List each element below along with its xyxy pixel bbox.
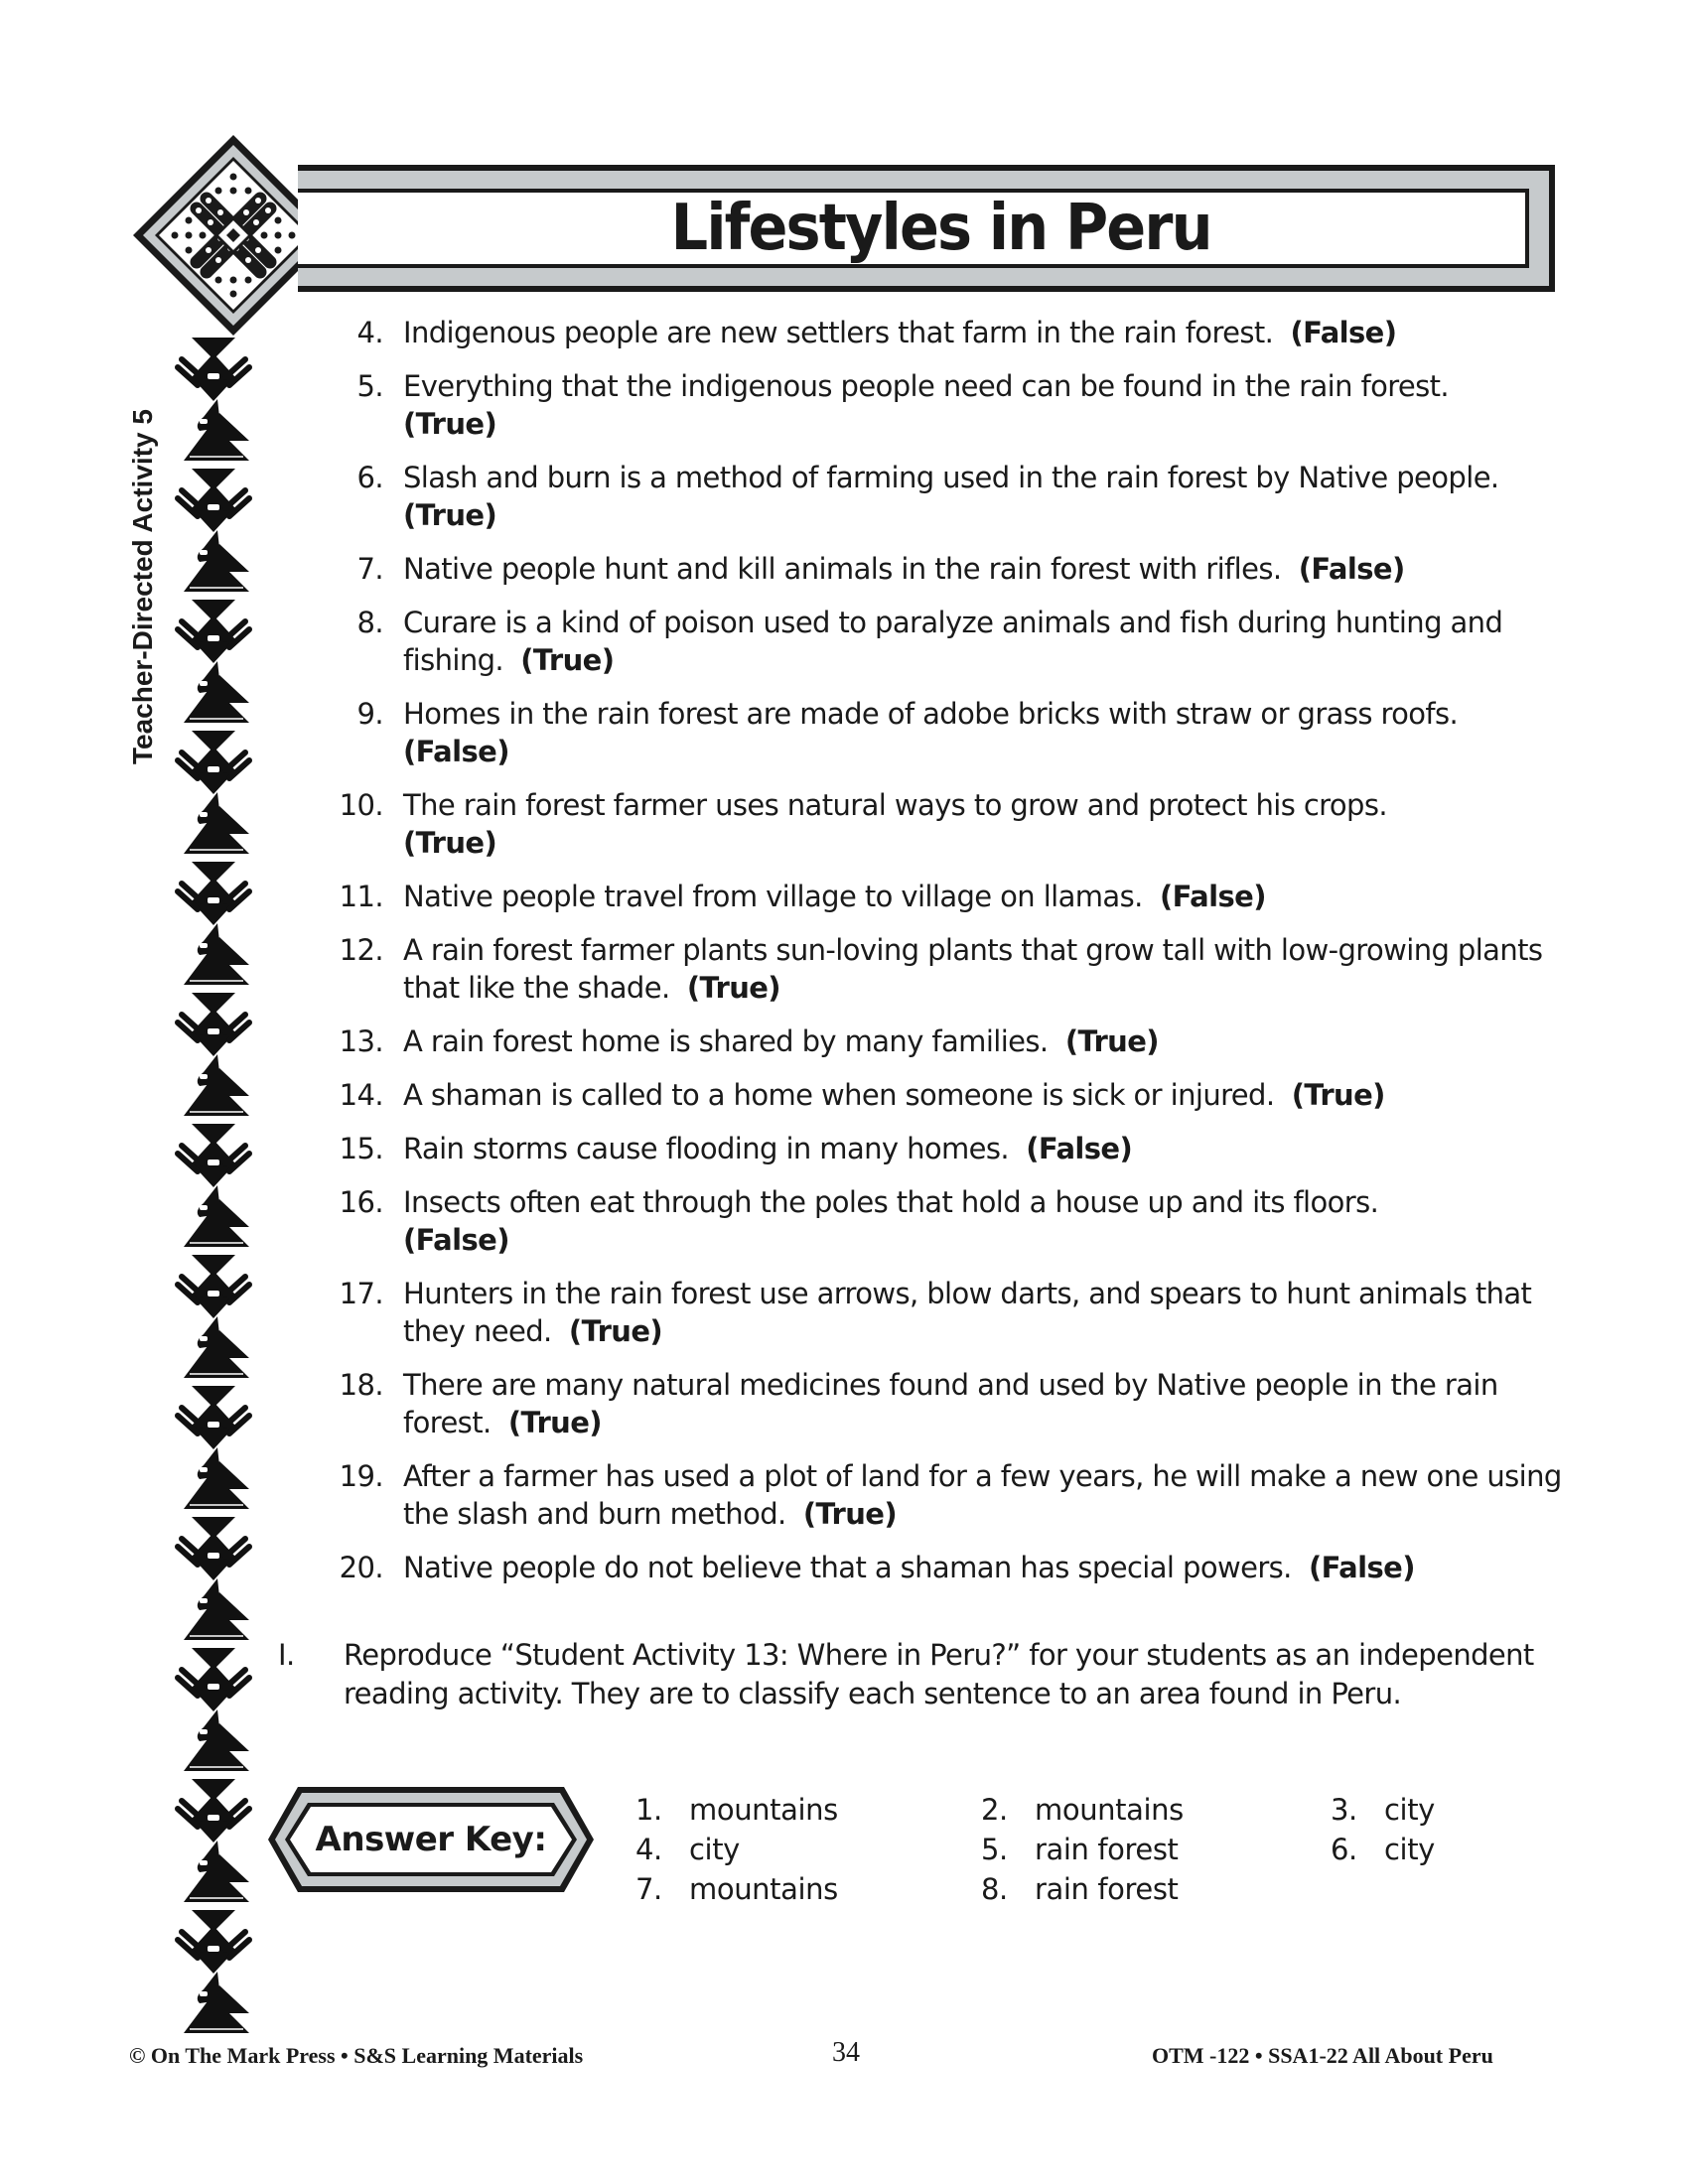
entry-value: mountains (689, 1872, 838, 1906)
item-number: 13. (339, 1024, 383, 1058)
entry-value: rain forest (1035, 1872, 1179, 1906)
item-number: 14. (339, 1078, 383, 1112)
footer-product-code: OTM -122 • SSA1-22 All About Peru (1152, 2043, 1493, 2068)
list-item (318, 878, 1569, 915)
item-answer: (True) (403, 498, 497, 532)
item-answer: (True) (403, 826, 497, 860)
item-number: 15. (339, 1132, 383, 1165)
answer-key-entry (635, 1791, 981, 1829)
item-text: A rain forest farmer plants sun-loving plants that grow tall with low-growing plants that like the shade. (403, 933, 1543, 1005)
item-answer: (False) (403, 735, 509, 768)
item-number: 12. (339, 933, 383, 967)
item-text: Everything that the indigenous people need can be found in the rain forest. (403, 369, 1450, 403)
title-banner (298, 165, 1555, 292)
item-text: Rain storms cause flooding in many homes. (403, 1132, 1010, 1165)
item-answer: (True) (686, 971, 780, 1005)
list-item (318, 695, 1569, 770)
list-item (318, 931, 1569, 1007)
item-text: A rain forest home is shared by many families. (403, 1024, 1049, 1058)
answer-key-grid (635, 1791, 1529, 1908)
list-item (318, 786, 1569, 862)
task-label: I. (278, 1638, 295, 1672)
entry-value: city (689, 1833, 740, 1866)
entry-value: city (1384, 1833, 1435, 1866)
item-number: 19. (339, 1459, 383, 1493)
answer-key-badge (268, 1787, 594, 1892)
item-answer: (False) (1026, 1132, 1133, 1165)
item-answer: (False) (1290, 316, 1397, 349)
item-number: 7. (356, 552, 383, 586)
list-item (318, 1076, 1569, 1114)
answer-key-label: Answer Key: (315, 1820, 547, 1859)
item-answer: (True) (802, 1497, 898, 1531)
answer-key-entry (635, 1870, 981, 1908)
item-text: Insects often eat through the poles that hold a house up and its floors. (403, 1185, 1379, 1219)
list-item (318, 604, 1569, 679)
list-item (318, 1549, 1569, 1586)
list-item (318, 1183, 1569, 1259)
answer-key-entry (981, 1870, 1331, 1908)
entry-number: 8. (981, 1872, 1008, 1906)
item-text: Native people do not believe that a shaman has special powers. (403, 1551, 1292, 1584)
entry-number: 1. (635, 1793, 662, 1827)
item-answer: (False) (1298, 552, 1405, 586)
activity-side-label: Teacher-Directed Activity 5 (127, 409, 158, 764)
item-text: The rain forest farmer uses natural ways to grow and protect his crops. (403, 788, 1387, 822)
entry-value: mountains (689, 1793, 838, 1827)
answer-key-entry (1331, 1791, 1529, 1829)
item-text: Native people hunt and kill animals in the rain forest with rifles. (403, 552, 1282, 586)
item-answer: (True) (1291, 1078, 1385, 1112)
item-text: Homes in the rain forest are made of adobe bricks with straw or grass roofs. (403, 697, 1459, 731)
entry-number: 7. (635, 1872, 662, 1906)
true-false-answer-list (318, 314, 1569, 1602)
list-item (318, 1023, 1569, 1060)
entry-number: 2. (981, 1793, 1008, 1827)
list-item (318, 1457, 1569, 1533)
item-number: 8. (356, 606, 383, 639)
task-text: Reproduce “Student Activity 13: Where in Peru?” for your students as an independent reading activity. They are to classify each sentence to an area found in Peru. (344, 1638, 1534, 1710)
answer-key-entry (981, 1791, 1331, 1829)
answer-key-entry (981, 1831, 1331, 1868)
item-number: 4. (356, 316, 383, 349)
list-item (318, 550, 1569, 588)
list-item (318, 1130, 1569, 1167)
item-text: After a farmer has used a plot of land for a few years, he will make a new one using the slash and burn method. (403, 1459, 1562, 1531)
answer-key-entry (1331, 1831, 1529, 1868)
item-number: 17. (339, 1277, 383, 1310)
item-text: A shaman is called to a home when someone is sick or injured. (403, 1078, 1275, 1112)
item-text: Indigenous people are new settlers that farm in the rain forest. (403, 316, 1274, 349)
item-answer: (True) (568, 1314, 663, 1348)
item-number: 6. (356, 461, 383, 494)
task-instruction (278, 1636, 1569, 1713)
entry-value: mountains (1035, 1793, 1184, 1827)
item-answer: (False) (1159, 880, 1266, 913)
item-number: 9. (356, 697, 383, 731)
item-number: 20. (339, 1551, 383, 1584)
item-answer: (False) (403, 1223, 509, 1257)
entry-value: rain forest (1035, 1833, 1179, 1866)
list-item (318, 459, 1569, 534)
entry-value: city (1384, 1793, 1435, 1827)
item-answer: (True) (403, 407, 497, 441)
item-number: 16. (339, 1185, 383, 1219)
item-text: Curare is a kind of poison used to paralyze animals and fish during hunting and fishing. (403, 606, 1503, 677)
item-answer: (True) (507, 1406, 602, 1439)
item-text: Hunters in the rain forest use arrows, blow darts, and spears to hunt animals that they need. (403, 1277, 1532, 1348)
page-number: 34 (832, 2037, 860, 2068)
entry-number: 4. (635, 1833, 662, 1866)
item-answer: (False) (1309, 1551, 1415, 1584)
decorative-border (174, 334, 253, 2037)
item-number: 11. (339, 880, 383, 913)
list-item (318, 1275, 1569, 1350)
entry-number: 6. (1331, 1833, 1357, 1866)
list-item (318, 314, 1569, 351)
item-text: Native people travel from village to village on llamas. (403, 880, 1143, 913)
entry-number: 5. (981, 1833, 1008, 1866)
page-title: Lifestyles in Peru (670, 192, 1212, 265)
item-number: 10. (339, 788, 383, 822)
item-number: 18. (339, 1368, 383, 1402)
item-text: There are many natural medicines found and used by Native people in the rain forest. (403, 1368, 1498, 1439)
footer-copyright: © On The Mark Press • S&S Learning Materials (129, 2043, 584, 2068)
answer-key-entry (635, 1831, 981, 1868)
item-number: 5. (356, 369, 383, 403)
list-item (318, 367, 1569, 443)
entry-number: 3. (1331, 1793, 1357, 1827)
item-answer: (True) (520, 643, 615, 677)
list-item (318, 1366, 1569, 1441)
item-answer: (True) (1064, 1024, 1159, 1058)
item-text: Slash and burn is a method of farming used in the rain forest by Native people. (403, 461, 1499, 494)
